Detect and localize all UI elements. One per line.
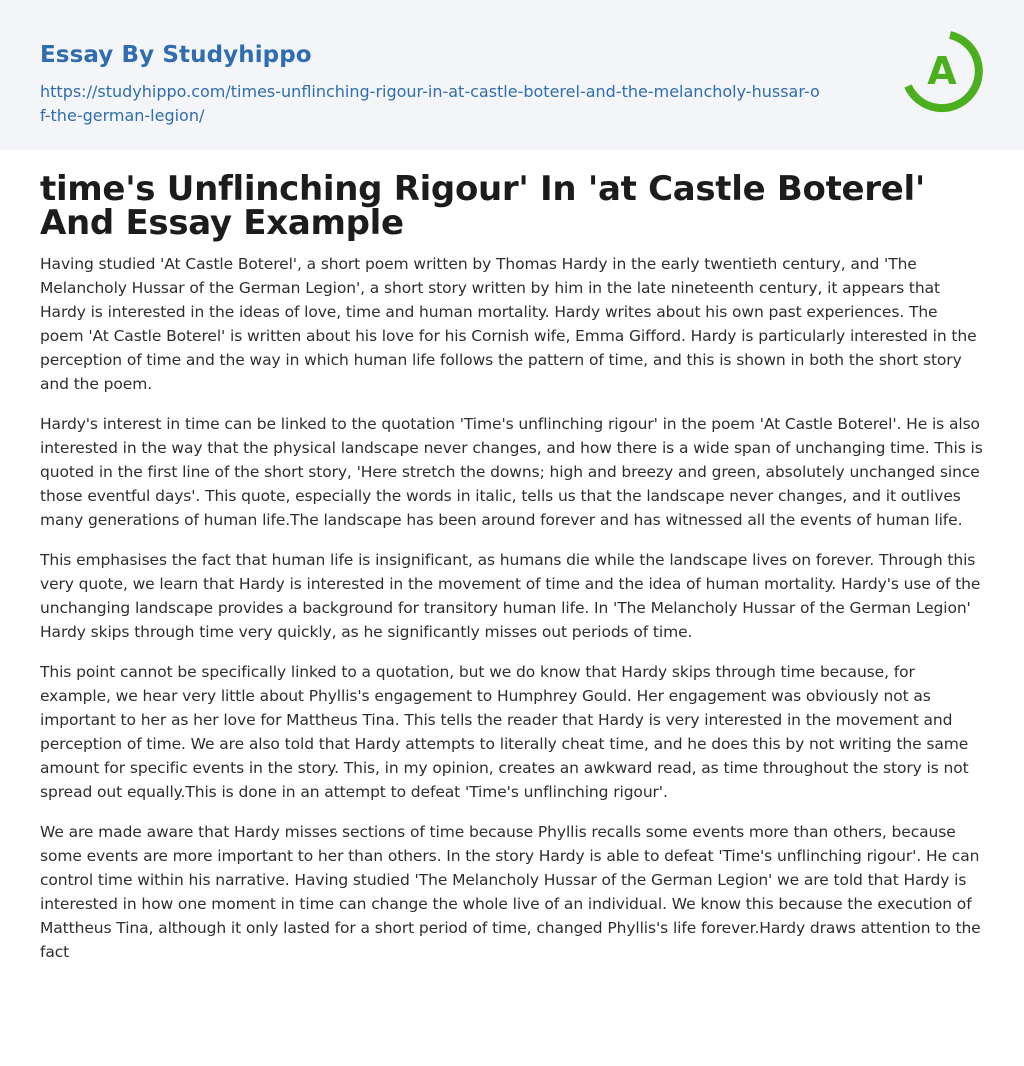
- article-body: [40, 252, 984, 964]
- article-title: time's Unflinching Rigour' In 'at Castle Boterel' And Essay Example: [40, 169, 925, 243]
- studyhippo-logo-icon[interactable]: [898, 28, 986, 116]
- article-main: [0, 150, 1024, 964]
- brand-title[interactable]: Essay By Studyhippo: [40, 42, 312, 68]
- article-paragraph: This emphasises the fact that human life is insignificant, as humans die while the landscape lives on forever. Through this very quote, we learn that Hardy is interested in the movement of time and the idea of human mortality. Hardy's use of the unchanging landscape provides a background for transitory human life. In 'The Melancholy Hussar of the German Legion' Hardy skips through time very quickly, as he significantly misses out periods of time.: [40, 551, 981, 641]
- page-header: [0, 0, 1024, 150]
- article-paragraph: We are made aware that Hardy misses sections of time because Phyllis recalls some events more than others, because some events are more important to her than others. In the story Hardy is able to defeat 'Time's unflinching rigour'. He can control time within his narrative. Having studied 'The Melancholy Hussar of the German Legion' we are told that Hardy is interested in how one moment in time can change the whole live of an individual. We know this because the execution of Mattheus Tina, although it only lasted for a short period of time, changed Phyllis's life forever.Hardy draws attention to the fact: [40, 823, 981, 961]
- article-paragraph: Having studied 'At Castle Boterel', a short poem written by Thomas Hardy in the early twentieth century, and 'The Melancholy Hussar of the German Legion', a short story written by him in the late nineteenth century, it appears that Hardy is interested in the ideas of love, time and human mortality. Hardy writes about his own past experiences. The poem 'At Castle Boterel' is written about his love for his Cornish wife, Emma Gifford. Hardy is particularly interested in the perception of time and the way in which human life follows the pattern of time, and this is shown in both the short story and the poem.: [40, 255, 977, 393]
- article-paragraph: Hardy's interest in time can be linked to the quotation 'Time's unflinching rigour' in the poem 'At Castle Boterel'. He is also interested in the way that the physical landscape never changes, and how there is a wide span of unchanging time. This is quoted in the first line of the short story, 'Here stretch the downs; high and breezy and green, absolutely unchanged since those eventful days'. This quote, especially the words in italic, tells us that the landscape never changes, and it outlives many generations of human life.The landscape has been around forever and has witnessed all the events of human life.: [40, 415, 983, 529]
- source-url-link[interactable]: https://studyhippo.com/times-unflinching-rigour-in-at-castle-boterel-and-the-melancholy-hussar-of-the-german-legion/: [40, 82, 820, 125]
- logo-letter: A: [927, 49, 957, 93]
- article-paragraph: This point cannot be specifically linked to a quotation, but we do know that Hardy skips through time because, for example, we hear very little about Phyllis's engagement to Humphrey Gould. Her engagement was obviously not as important to her as her love for Mattheus Tina. This tells the reader that Hardy is very interested in the movement and perception of time. We are also told that Hardy attempts to literally cheat time, and he does this by not writing the same amount for specific events in the story. This, in my opinion, creates an awkward read, as time throughout the story is not spread out equally.This is done in an attempt to defeat 'Time's unflinching rigour'.: [40, 663, 969, 801]
